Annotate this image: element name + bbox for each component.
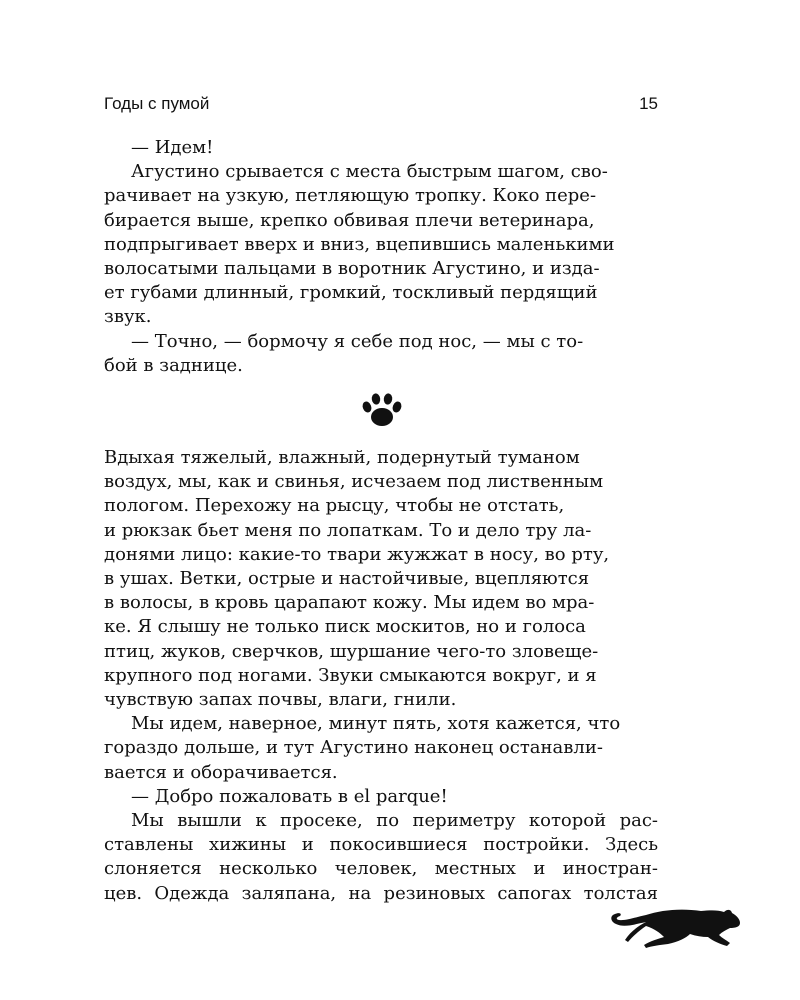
text-block-2	[104, 446, 658, 906]
paragraph: Агустино срывается с места быстрым шагом, сво- рачивает на узкую, петляющую тропку. Коко пере- бирается выше, крепко обвивая плечи ветеринара, подпрыгивает вверх и вниз, вцепившись маленькими волосатыми пальцами в воротник Агустино, и изда- ет губами длинный, громкий, тоскливый пердящий звук.	[104, 161, 615, 328]
paragraph: Вдыхая тяжелый, влажный, подернутый туманом воздух, мы, как и свинья, исчезаем под лиственным пологом. Перехожу на рысцу, чтобы не отстать, и рюкзак бьет меня по лопаткам. То и дело тру ла- донями лицо: какие-то твари жужжат в носу, во рту, в ушах. Ветки, острые и настойчивые, вцепляются в волосы, в кровь царапают кожу. Мы идем во мра- ке. Я слышу не только писк москитов, но и голоса птиц, жуков, сверчков, шуршание чего-то зловеще- крупного под ногами. Звуки смыкаются вокруг, и я чувствую запах почвы, влаги, гнили.	[104, 447, 610, 711]
text-block-1	[104, 136, 658, 378]
page-number: 15	[639, 94, 658, 113]
paragraph: — Добро пожаловать в el parque!	[131, 785, 448, 807]
paragraph: — Точно, — бормочу я себе под нос, — мы с то- бой в заднице.	[104, 330, 584, 376]
running-title: Годы с пумой	[104, 94, 210, 113]
puma-silhouette-icon	[606, 902, 746, 954]
paw-print-icon	[357, 390, 407, 430]
paragraph: Мы идем, наверное, минут пять, хотя кажется, что гораздо дольше, и тут Агустино наконец останавли- вается и оборачивается.	[104, 713, 621, 783]
running-header	[104, 92, 658, 116]
paragraph: — Идем!	[131, 137, 214, 158]
paragraph: Мы вышли к просеке, по периметру которой рас- ставлены хижины и покосившиеся постройки. Здесь слоняется несколько человек, местных и иностран- цев. Одежда заляпана, на резиновых сапогах толстая	[104, 810, 658, 904]
